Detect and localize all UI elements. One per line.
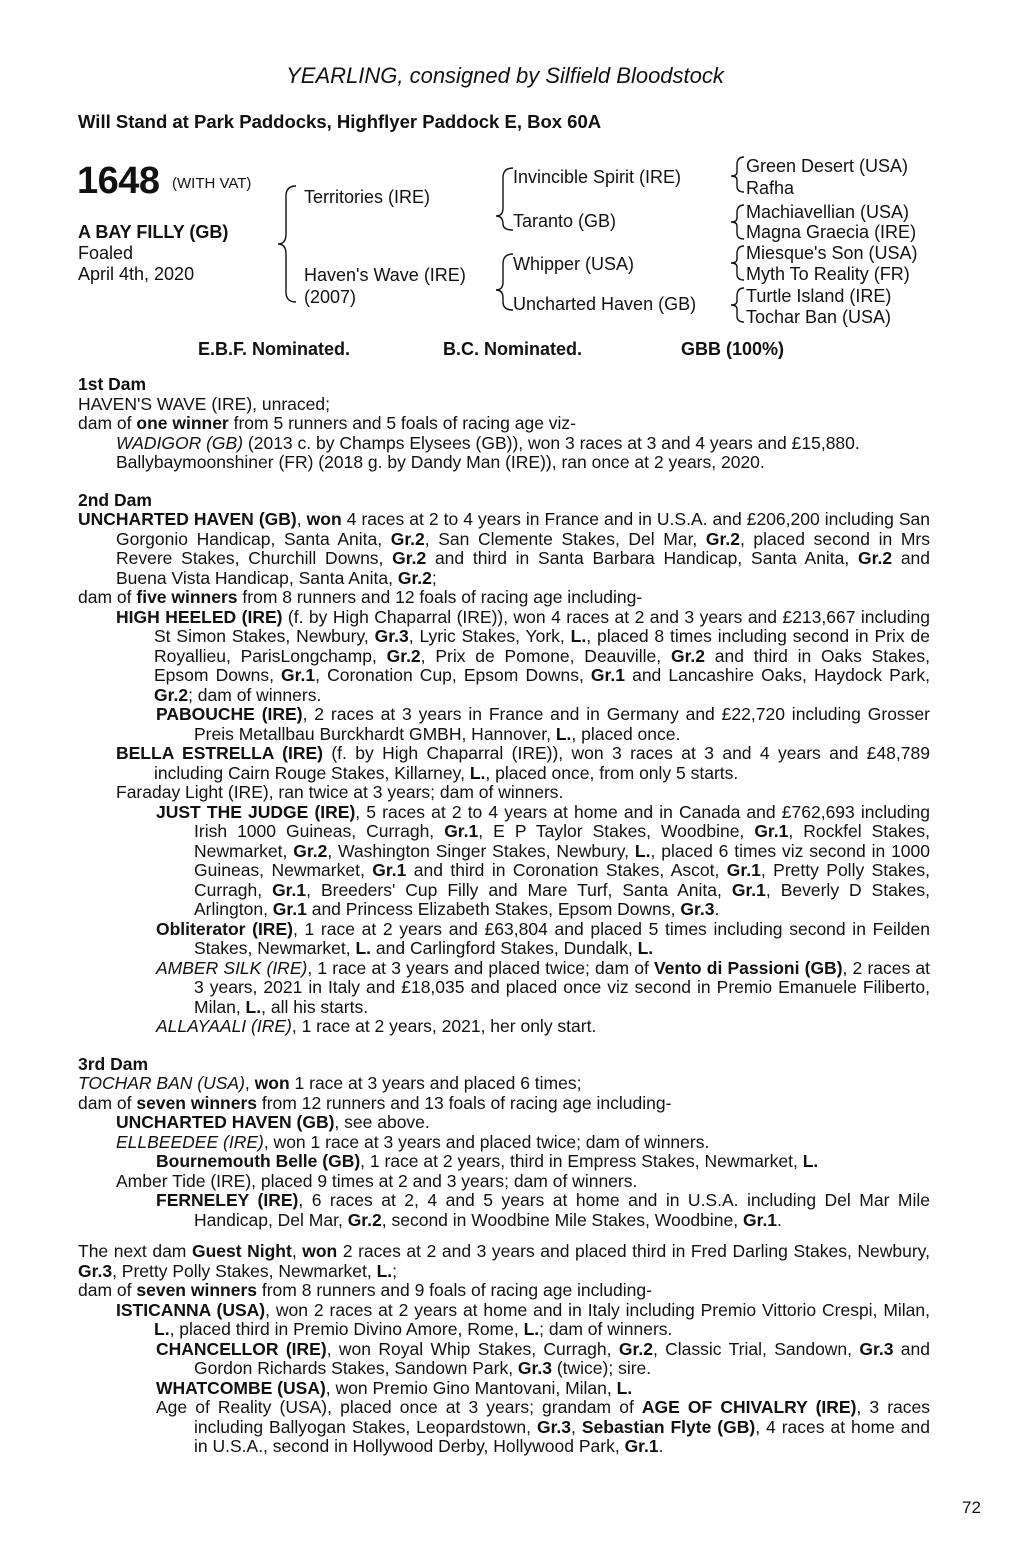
ebf-nomination: E.B.F. Nominated. [198, 339, 351, 359]
progeny-entry: Amber Tide (IRE), placed 9 times at 2 and 3 years; dam of winners. [116, 1170, 638, 1191]
foaled-label: Foaled [78, 243, 134, 263]
progeny-entry: UNCHARTED HAVEN (GB), see above. [116, 1112, 430, 1132]
progeny-entry: WADIGOR (GB) (2013 c. by Champs Elysees (GB)), won 3 races at 3 and 4 years and £15,880. [116, 432, 860, 453]
third-dam-entry: TOCHAR BAN (USA), won 1 race at 3 years and placed 6 times; [78, 1073, 582, 1093]
pedigree-g3: Machiavellian (USA) [746, 202, 910, 222]
progeny-entry: Bournemouth Belle (GB), 1 race at 2 years, third in Empress Stakes, Newmarket, L. [156, 1151, 819, 1171]
pedigree-g4: Magna Graecia (IRE) [746, 222, 917, 242]
lot-number: 1648 [77, 160, 160, 202]
progeny-entry: PABOUCHE (IRE), 2 races at 3 years in France and in Germany and £22,720 including Grosser Preis Metallbau Burckhardt GMBH, Hannover, L., placed once. [156, 704, 930, 744]
consignment-heading: YEARLING, consigned by Silfield Bloodstock [286, 63, 724, 88]
second-dam-summary: dam of five winners from 8 runners and 12 foals of racing age including- [78, 587, 643, 607]
bc-nomination: B.C. Nominated. [443, 339, 583, 359]
progeny-entry: BELLA ESTRELLA (IRE) (f. by High Chaparral (IRE)), won 3 races at 3 and 4 years and £48,789 including Cairn Rouge Stakes, Killarney, L., placed once, from only 5 starts. [116, 743, 930, 783]
dam-summary: dam of one winner from 5 runners and 5 foals of racing age viz- [78, 413, 577, 433]
pedigree-g8: Tochar Ban (USA) [746, 307, 892, 327]
progeny-entry: FERNELEY (IRE), 6 races at 2, 4 and 5 years at home and in U.S.A. including Del Mar Mile Handicap, Del Mar, Gr.2, second in Woodbine Mile Stakes, Woodbine, Gr.1. [156, 1190, 931, 1230]
pedigree-g5: Miesque's Son (USA) [746, 243, 918, 263]
pedigree-g6: Myth To Reality (FR) [746, 264, 910, 284]
pedigree-dam: Haven's Wave (IRE) [304, 265, 466, 285]
gbb-rating: GBB (100%) [681, 339, 785, 359]
first-dam-heading: 1st Dam [78, 374, 147, 394]
progeny-entry: WHATCOMBE (USA), won Premio Gino Mantovani, Milan, L. [156, 1377, 633, 1398]
pedigree-sire-sire: Invincible Spirit (IRE) [513, 167, 682, 187]
progeny-entry: CHANCELLOR (IRE), won Royal Whip Stakes, Curragh, Gr.2, Classic Trial, Sandown, Gr.3 and Gordon Richards Stakes, Sandown Park, Gr.3 (twice); sire. [156, 1338, 931, 1378]
page-number: 72 [962, 1498, 981, 1517]
progeny-entry: AMBER SILK (IRE), 1 race at 3 years and placed twice; dam of Vento di Passioni (GB), 2 races at 3 years, 2021 in Italy and £18,035 and placed once viz second in Premio Emanuele Filiberto, Milan, L., all his starts. [156, 957, 930, 1017]
horse-name: A BAY FILLY (GB) [78, 222, 229, 242]
pedigree-dam-sire: Whipper (USA) [513, 254, 635, 274]
pedigree-g1: Green Desert (USA) [746, 156, 909, 176]
next-dam-summary: dam of seven winners from 8 runners and 9 foals of racing age including- [78, 1280, 652, 1300]
progeny-entry: ELLBEEDEE (IRE), won 1 race at 3 years and placed twice; dam of winners. [116, 1131, 710, 1152]
vat-note: (WITH VAT) [172, 175, 252, 192]
stand-location: Will Stand at Park Paddocks, Highflyer Paddock E, Box 60A [78, 111, 602, 132]
pedigree-dam-dam: Uncharted Haven (GB) [513, 294, 697, 314]
pedigree-g2: Rafha [746, 178, 795, 198]
pedigree-dam-year: (2007) [304, 287, 357, 307]
pedigree-g7: Turtle Island (IRE) [746, 286, 892, 306]
third-dam-heading: 3rd Dam [78, 1053, 149, 1074]
progeny-entry: ALLAYAALI (IRE), 1 race at 2 years, 2021, her only start. [156, 1016, 597, 1036]
second-dam-entry: UNCHARTED HAVEN (GB), won 4 races at 2 to 4 years in France and in U.S.A. and £206,200 including San Gorgonio Handicap, Santa Anita, Gr.2, San Clemente Stakes, Del Mar, Gr.2, placed second in Mrs Revere Stakes, Churchill Downs, Gr.2 and third in Santa Barbara Handicap, Santa Anita, Gr.2 and Buena Vista Handicap, Santa Anita, Gr.2; [78, 509, 931, 588]
progeny-entry: Obliterator (IRE), 1 race at 2 years and £63,804 and placed 5 times including second in Feilden Stakes, Newmarket, L. and Carlingford Stakes, Dundalk, L. [156, 918, 930, 958]
progeny-entry: ISTICANNA (USA), won 2 races at 2 years at home and in Italy including Premio Vittorio Crespi, Milan, L., placed third in Premio Divino Amore, Rome, L.; dam of winners. [116, 1299, 930, 1339]
next-dam-entry: The next dam Guest Night, won 2 races at 2 and 3 years and placed third in Fred Darling Stakes, Newbury, Gr.3, Pretty Polly Stakes, Newmarket, L.; [78, 1241, 930, 1281]
third-dam-summary: dam of seven winners from 12 runners and 13 foals of racing age including- [78, 1092, 672, 1113]
pedigree-sire: Territories (IRE) [304, 187, 431, 207]
foaled-date: April 4th, 2020 [78, 264, 195, 284]
dam-line: HAVEN'S WAVE (IRE), unraced; [78, 393, 330, 414]
progeny-entry: JUST THE JUDGE (IRE), 5 races at 2 to 4 years at home and in Canada and £762,693 including Irish 1000 Guineas, Curragh, Gr.1, E P Taylor Stakes, Woodbine, Gr.1, Rockfel Stakes, Newmarket, Gr.2, Washington Singer Stakes, Newbury, L., placed 6 times viz second in 1000 Guineas, Newmarket, Gr.1 and third in Coronation Stakes, Ascot, Gr.1, Pretty Polly Stakes, Curragh, Gr.1, Breeders' Cup Filly and Mare Turf, Santa Anita, Gr.1, Beverly D Stakes, Arlington, Gr.1 and Princess Elizabeth Stakes, Epsom Downs, Gr.3. [156, 801, 931, 919]
pedigree-sire-dam: Taranto (GB) [513, 211, 617, 231]
progeny-entry: Faraday Light (IRE), ran twice at 3 years; dam of winners. [116, 782, 564, 802]
progeny-entry: Ballybaymoonshiner (FR) (2018 g. by Dandy Man (IRE)), ran once at 2 years, 2020. [116, 452, 765, 472]
catalogue-text [78, 375, 930, 1457]
progeny-entry: Age of Reality (USA), placed once at 3 years; grandam of AGE OF CHIVALRY (IRE), 3 races including Ballyogan Stakes, Leopardstown, Gr.3, Sebastian Flyte (GB), 4 races at home and in U.S.A., second in Hollywood Derby, Hollywood Park, Gr.1. [156, 1397, 930, 1456]
second-dam-heading: 2nd Dam [78, 489, 152, 510]
progeny-entry: HIGH HEELED (IRE) (f. by High Chaparral (IRE)), won 4 races at 2 and 3 years and £213,667 including St Simon Stakes, Newbury, Gr.3, Lyric Stakes, York, L., placed 8 times including second in Prix de Royallieu, ParisLongchamp, Gr.2, Prix de Pomone, Deauville, Gr.2 and third in Oaks Stakes, Epsom Downs, Gr.1, Coronation Cup, Epsom Downs, Gr.1 and Lancashire Oaks, Haydock Park, Gr.2; dam of winners. [116, 606, 930, 705]
